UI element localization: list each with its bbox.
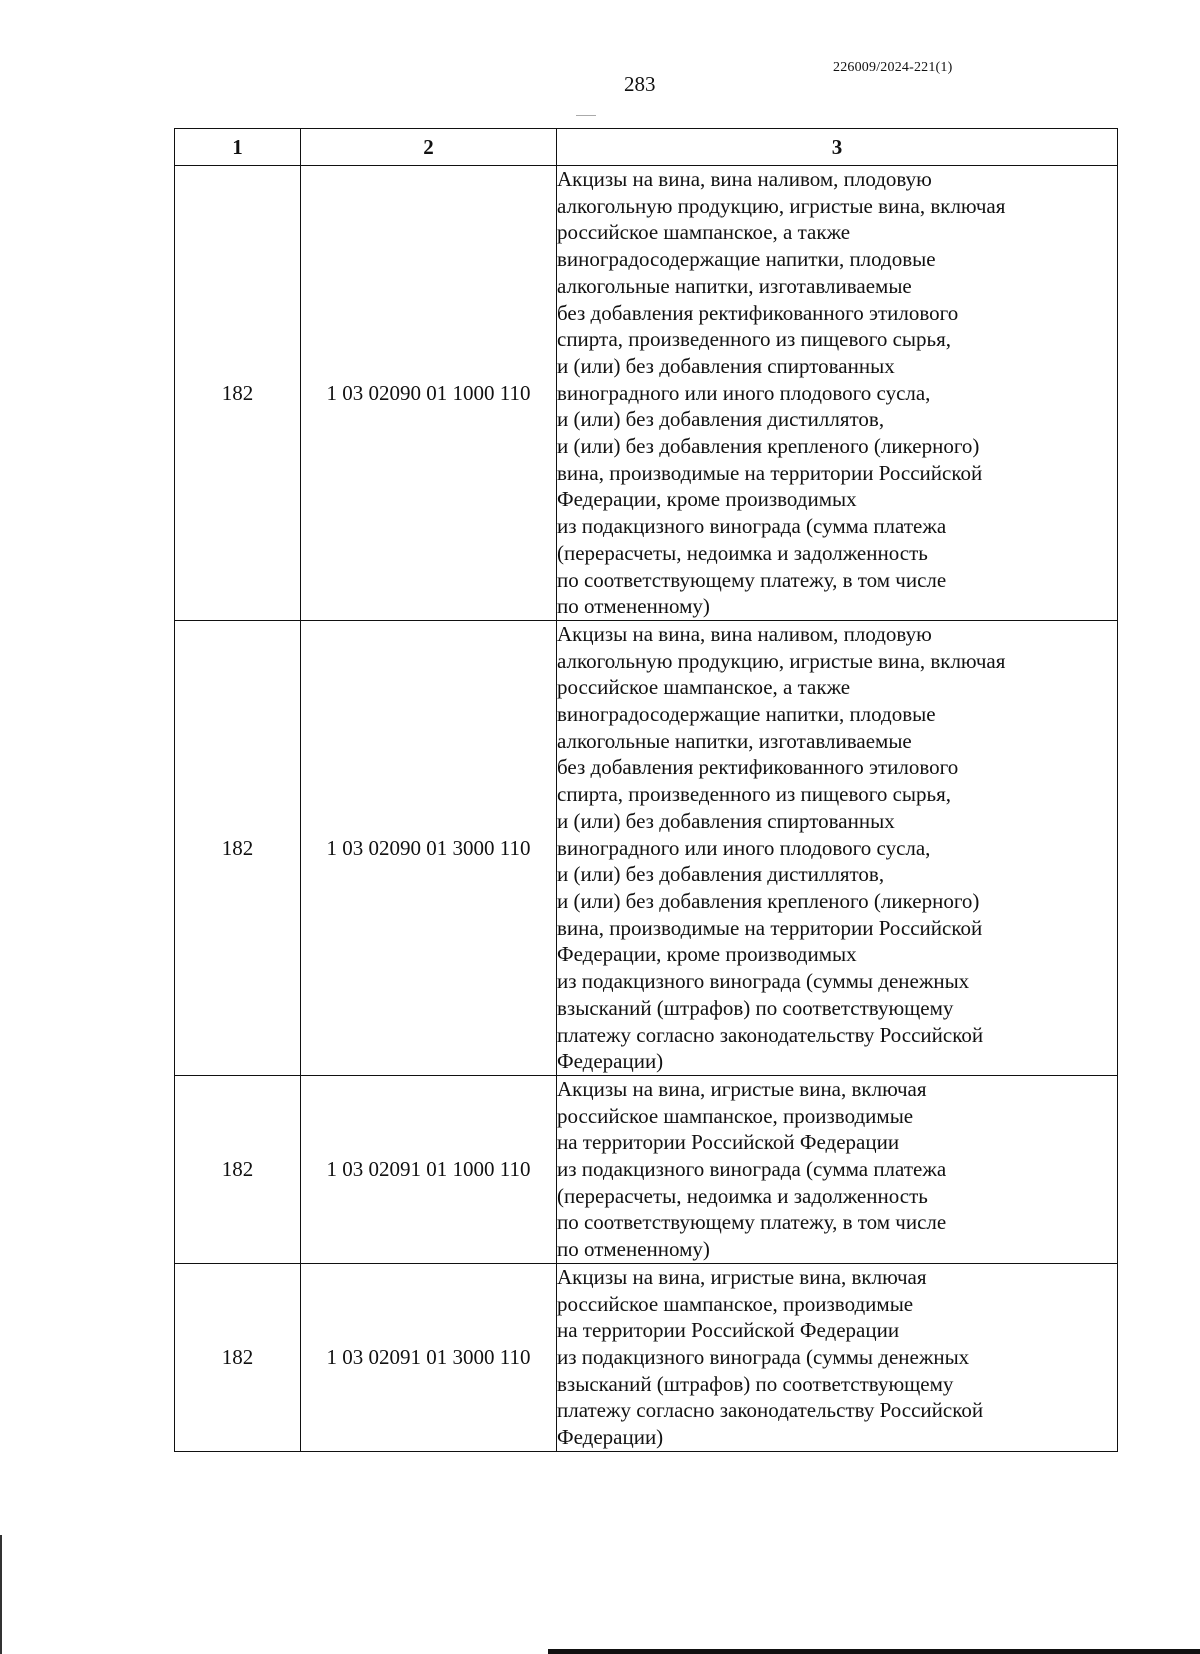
scan-mark [576,115,596,116]
description-line: виноградного или иного плодового сусла, [557,835,931,860]
description-line: и (или) без добавления дистиллятов, [557,862,885,887]
description-line: алкогольные напитки, изготавливаемые [557,728,912,753]
description-line: алкогольную продукцию, игристые вина, включая [557,648,1006,673]
description-line: Акцизы на вина, вина наливом, плодовую [557,621,932,646]
column-header-3: 3 [557,129,1118,166]
column-header-2: 2 [301,129,557,166]
description-line: алкогольную продукцию, игристые вина, включая [557,193,1006,218]
kbk-code-cell: 1 03 02090 01 3000 110 [301,620,557,1075]
description-line: виноградного или иного плодового сусла, [557,380,931,405]
description-line: российское шампанское, производимые [557,1103,914,1128]
description-line: виноградосодержащие напитки, плодовые [557,702,936,727]
description-line: (перерасчеты, недоимка и задолженность [557,1183,928,1208]
description-line: из подакцизного винограда (сумма платежа [557,514,947,539]
description-line: взысканий (штрафов) по соответствующему [557,995,954,1020]
table-body [175,166,1118,1452]
description-line: по отмененному) [557,594,710,619]
description-line: (перерасчеты, недоимка и задолженность [557,540,928,565]
description-line: российское шампанское, а также [557,675,851,700]
table-row [175,1263,1118,1451]
description-line: взысканий (штрафов) по соответствующему [557,1371,954,1396]
kbk-code-cell: 1 03 02091 01 1000 110 [301,1075,557,1263]
description-line: платежу согласно законодательству Российской [557,1022,984,1047]
description-line: алкогольные напитки, изготавливаемые [557,273,912,298]
description-line: вина, производимые на территории Российской [557,460,983,485]
admin-code-cell: 182 [175,1075,301,1263]
column-header-1: 1 [175,129,301,166]
description-cell [557,1075,1118,1263]
description-line: Акцизы на вина, игристые вина, включая [557,1076,927,1101]
description-line: Федерации) [557,1425,664,1450]
description-line: из подакцизного винограда (суммы денежных [557,1344,970,1369]
description-line: и (или) без добавления дистиллятов, [557,407,885,432]
description-line: и (или) без добавления спиртованных [557,353,895,378]
description-line: по соответствующему платежу, в том числе [557,1210,947,1235]
admin-code-cell: 182 [175,1263,301,1451]
kbk-code-cell: 1 03 02090 01 1000 110 [301,166,557,621]
description-line: виноградосодержащие напитки, плодовые [557,247,936,272]
admin-code-cell: 182 [175,620,301,1075]
description-line: и (или) без добавления спиртованных [557,808,895,833]
description-line: из подакцизного винограда (суммы денежных [557,969,970,994]
description-cell [557,1263,1118,1451]
description-line: и (или) без добавления крепленого (ликерного) [557,888,980,913]
description-line: по соответствующему платежу, в том числе [557,567,947,592]
table-header-row [175,129,1118,166]
description-line: российское шампанское, а также [557,220,851,245]
budget-codes-table [174,128,1118,1452]
document-id: 226009/2024-221(1) [833,60,953,75]
kbk-code-cell: 1 03 02091 01 3000 110 [301,1263,557,1451]
admin-code-cell: 182 [175,166,301,621]
description-line: Федерации, кроме производимых [557,487,857,512]
description-line: Акцизы на вина, вина наливом, плодовую [557,167,932,191]
description-line: платежу согласно законодательству Российской [557,1398,984,1423]
description-line: без добавления ректификованного этилового [557,755,959,780]
scan-edge-artifact [0,1535,2,1654]
description-cell [557,166,1118,621]
description-line: спирта, произведенного из пищевого сырья, [557,782,951,807]
description-line: и (или) без добавления крепленого (ликерного) [557,434,980,459]
description-line: Акцизы на вина, игристые вина, включая [557,1264,927,1289]
table-row [175,620,1118,1075]
description-line: вина, производимые на территории Российской [557,915,983,940]
table-row [175,166,1118,621]
description-line: Федерации) [557,1049,664,1074]
scan-bottom-bar [548,1649,1200,1654]
description-line: российское шампанское, производимые [557,1291,914,1316]
description-line: без добавления ректификованного этилового [557,300,959,325]
description-cell [557,620,1118,1075]
page-number: 283 [624,72,656,96]
description-line: на территории Российской Федерации [557,1130,900,1155]
description-line: на территории Российской Федерации [557,1318,900,1343]
description-line: Федерации, кроме производимых [557,942,857,967]
description-line: по отмененному) [557,1237,710,1262]
description-line: из подакцизного винограда (сумма платежа [557,1157,947,1182]
table-row [175,1075,1118,1263]
description-line: спирта, произведенного из пищевого сырья, [557,327,951,352]
